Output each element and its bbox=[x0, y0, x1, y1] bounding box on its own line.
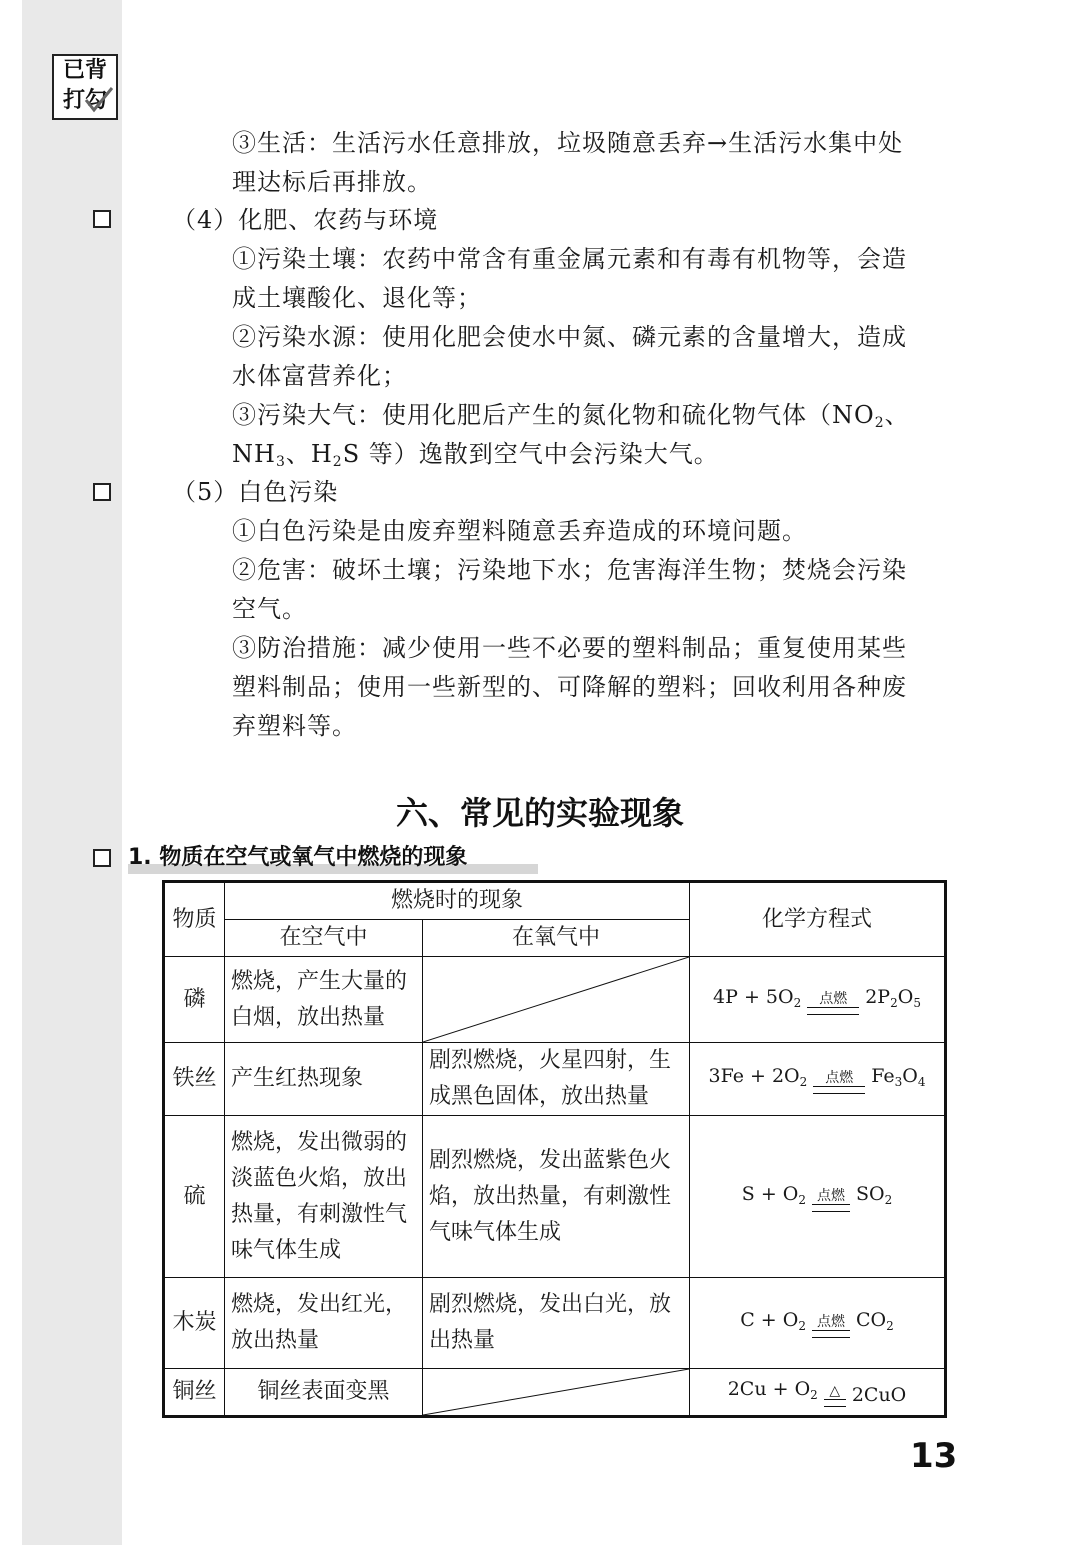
text-line: 成土壤酸化、退化等； bbox=[232, 284, 482, 312]
text-line: ②污染水源：使用化肥会使水中氮、磷元素的含量增大，造成 bbox=[232, 323, 907, 351]
diagonal-slash bbox=[423, 957, 689, 1042]
cell-air: 燃烧，产生大量的白烟，放出热量 bbox=[225, 957, 423, 1043]
section-heading-white-pollution: （5）白色污染 bbox=[172, 478, 339, 506]
checkbox-white-pollution[interactable] bbox=[93, 483, 111, 501]
text-line: 水体富营养化； bbox=[232, 362, 407, 390]
reaction-condition: 点燃 bbox=[819, 990, 848, 1007]
text-line bbox=[232, 400, 910, 438]
eq-right-mid: O bbox=[902, 1065, 918, 1087]
equals-arrow bbox=[813, 1086, 865, 1094]
equation bbox=[696, 1058, 938, 1100]
cell-oxygen-empty bbox=[423, 957, 690, 1043]
equals-arrow bbox=[812, 1330, 850, 1338]
cell-air: 铜丝表面变黑 bbox=[225, 1369, 423, 1417]
subsection-title: 1. 物质在空气或氧气中燃烧的现象 bbox=[128, 842, 538, 874]
header-phenomenon: 燃烧时的现象 bbox=[225, 882, 690, 920]
equals-arrow bbox=[807, 1007, 859, 1015]
stamp-line-1: 已背 bbox=[62, 58, 107, 83]
header-air: 在空气中 bbox=[225, 920, 423, 957]
cell-oxygen-empty bbox=[423, 1369, 690, 1417]
subscript: 2 bbox=[886, 1319, 894, 1333]
eq-right: SO bbox=[856, 1182, 885, 1205]
cell-equation bbox=[690, 1369, 946, 1417]
eq-right: Fe bbox=[871, 1065, 895, 1087]
cell-equation bbox=[690, 1278, 946, 1369]
text-line bbox=[232, 439, 719, 477]
subscript: 2 bbox=[799, 1075, 808, 1089]
subscript: 2 bbox=[890, 995, 898, 1010]
table-row bbox=[164, 1369, 946, 1417]
cell-material: 铜丝 bbox=[164, 1369, 225, 1417]
equation bbox=[696, 1302, 938, 1344]
text-line: ③防治措施：减少使用一些不必要的塑料制品；重复使用某些 bbox=[232, 634, 907, 662]
header-equation: 化学方程式 bbox=[690, 882, 946, 957]
reaction-condition: 点燃 bbox=[817, 1314, 845, 1330]
cell-oxygen: 剧烈燃烧，发出白光，放出热量 bbox=[423, 1278, 690, 1369]
equation bbox=[696, 1371, 938, 1413]
cell-material: 磷 bbox=[164, 957, 225, 1043]
checkmark-icon bbox=[82, 86, 116, 116]
equation bbox=[696, 1176, 938, 1218]
eq-left: 2Cu + O bbox=[727, 1378, 811, 1400]
subscript: 2 bbox=[884, 1192, 893, 1207]
section-heading-fertilizer: （4）化肥、农药与环境 bbox=[172, 206, 439, 234]
table-row bbox=[164, 1043, 946, 1116]
text-line: ②危害：破坏土壤；污染地下水；危害海洋生物；焚烧会污染 bbox=[232, 556, 907, 584]
equation bbox=[696, 979, 938, 1021]
text-line: 理达标后再排放。 bbox=[232, 168, 432, 196]
text-line: ①白色污染是由废弃塑料随意丢弃造成的环境问题。 bbox=[232, 517, 807, 545]
checkbox-combustion[interactable] bbox=[93, 849, 111, 867]
cell-equation bbox=[690, 957, 946, 1043]
subscript: 2 bbox=[798, 1319, 806, 1333]
subscript: 4 bbox=[917, 1075, 926, 1089]
eq-right: CO bbox=[856, 1309, 887, 1331]
equals-arrow bbox=[812, 1204, 850, 1212]
subscript: 3 bbox=[275, 454, 286, 470]
cell-material: 铁丝 bbox=[164, 1043, 225, 1116]
page-number: 13 bbox=[910, 1436, 958, 1476]
subscript: 2 bbox=[810, 1388, 818, 1402]
eq-right: 2P bbox=[865, 985, 891, 1008]
subscript: 3 bbox=[894, 1075, 903, 1089]
text-span: 、 bbox=[884, 401, 910, 429]
section-title: 六、常见的实验现象 bbox=[395, 794, 684, 832]
text-span: NH bbox=[232, 440, 276, 468]
cell-material: 木炭 bbox=[164, 1278, 225, 1369]
reaction-condition: 点燃 bbox=[817, 1187, 845, 1204]
eq-left: S + O bbox=[741, 1182, 799, 1205]
checkbox-fertilizer[interactable] bbox=[93, 210, 111, 228]
text-span: 、H bbox=[285, 440, 333, 468]
cell-oxygen: 剧烈燃烧，发出蓝紫色火焰，放出热量，有刺激性气味气体生成 bbox=[423, 1116, 690, 1278]
header-oxygen: 在氧气中 bbox=[423, 920, 690, 957]
text-line: ①污染土壤：农药中常含有重金属元素和有毒有机物等，会造 bbox=[232, 245, 907, 273]
reaction-condition: 点燃 bbox=[825, 1070, 854, 1086]
cell-air: 燃烧，发出红光，放出热量 bbox=[225, 1278, 423, 1369]
text-line: 塑料制品；使用一些新型的、可降解的塑料；回收利用各种废 bbox=[232, 673, 907, 701]
subscript: 2 bbox=[798, 1192, 806, 1207]
eq-right-mid: O bbox=[897, 985, 914, 1008]
table-row bbox=[164, 957, 946, 1043]
text-span: ③污染大气：使用化肥后产生的氮化物和硫化物气体（NO bbox=[232, 401, 875, 429]
table-row bbox=[164, 1278, 946, 1369]
subscript: 2 bbox=[874, 415, 885, 431]
cell-equation bbox=[690, 1043, 946, 1116]
table-row bbox=[164, 1116, 946, 1278]
reaction-condition: △ bbox=[829, 1383, 841, 1399]
subscript: 2 bbox=[332, 454, 343, 470]
header-material: 物质 bbox=[164, 882, 225, 957]
cell-air: 产生红热现象 bbox=[225, 1043, 423, 1116]
text-line: ③生活：生活污水任意排放，垃圾随意丢弃→生活污水集中处 bbox=[232, 129, 904, 157]
eq-left: 4P + 5O bbox=[713, 985, 794, 1008]
memorized-check-stamp[interactable] bbox=[52, 54, 118, 120]
stamp-line-2: 打勾 bbox=[62, 88, 107, 113]
page-edge bbox=[0, 0, 22, 1545]
text-line: 弃塑料等。 bbox=[232, 712, 357, 740]
eq-left: 3Fe + 2O bbox=[708, 1065, 800, 1087]
subscript: 2 bbox=[793, 995, 802, 1010]
text-line: 空气。 bbox=[232, 595, 307, 623]
combustion-table bbox=[162, 880, 947, 1418]
text-span: S 等）逸散到空气中会污染大气。 bbox=[342, 440, 719, 468]
cell-air: 燃烧，发出微弱的淡蓝色火焰，放出热量，有刺激性气味气体生成 bbox=[225, 1116, 423, 1278]
eq-right: 2CuO bbox=[851, 1384, 907, 1406]
cell-equation bbox=[690, 1116, 946, 1278]
subscript: 5 bbox=[913, 995, 921, 1010]
diagonal-slash bbox=[423, 1369, 689, 1415]
equals-arrow bbox=[824, 1399, 846, 1407]
cell-oxygen: 剧烈燃烧，火星四射，生成黑色固体，放出热量 bbox=[423, 1043, 690, 1116]
eq-left: C + O bbox=[740, 1309, 799, 1331]
cell-material: 硫 bbox=[164, 1116, 225, 1278]
